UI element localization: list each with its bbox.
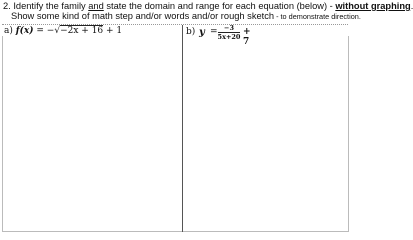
fraction [217, 24, 241, 41]
question-b-tail: + 7 [243, 27, 251, 47]
instruction-text: Show some kind of math step and/or words and/or rough sketch [11, 11, 275, 21]
column-divider [182, 25, 183, 232]
answer-frame [2, 36, 349, 232]
instruction-line-2 [11, 11, 361, 22]
dotted-separator [2, 24, 348, 25]
instruction-small-text: - to demonstrate direction. [274, 12, 361, 21]
question-a-label: a) [4, 26, 13, 36]
fraction-numerator: −3 [224, 24, 234, 32]
instruction-text: 2. Identify the family [3, 1, 89, 11]
fraction-denominator: 5x+20 [217, 33, 241, 41]
question-a [4, 26, 122, 36]
radical-sign: √ [54, 26, 61, 36]
question-a-function: f(x) [15, 26, 34, 36]
question-b-equals: = [210, 27, 218, 37]
instruction-without-graphing: without graphing [335, 1, 411, 11]
question-a-tail: + 1 [103, 26, 123, 36]
instruction-text: state the domain and range for each equation (below) - [103, 1, 336, 11]
instruction-underlined-and: and [88, 1, 104, 11]
question-b-variable: y [199, 27, 205, 38]
question-a-equals: = − [33, 26, 55, 36]
radicand: −2x + 16 [60, 26, 104, 36]
question-b-label: b) [186, 27, 196, 37]
